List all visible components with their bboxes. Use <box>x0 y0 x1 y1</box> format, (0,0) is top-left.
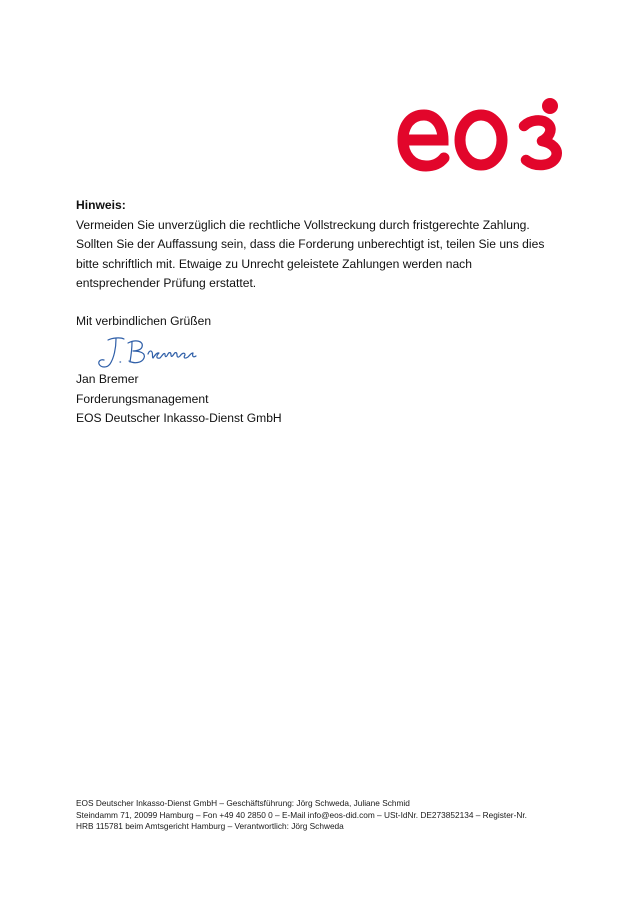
signer-name: Jan Bremer <box>76 372 139 386</box>
handwritten-signature <box>92 334 202 372</box>
notice-heading: Hinweis: <box>76 198 126 212</box>
signer-block <box>76 370 282 429</box>
eos-logo-graphic <box>396 94 568 174</box>
footer-imprint <box>76 798 576 833</box>
notice-section <box>76 196 556 294</box>
signature-graphic <box>92 334 202 372</box>
notice-line-2: Sollten Sie der Auffassung sein, dass die Forderung unberechtigt ist, teilen Sie uns dies bitte schriftlich mit. Etwaige zu Unrecht geleistete Zahlungen werden nach entsprechender Prüfung erstattet. <box>76 237 545 291</box>
eos-logo <box>396 94 568 174</box>
closing-greeting: Mit verbindlichen Grüßen <box>76 314 212 328</box>
signer-department: Forderungsmanagement <box>76 391 209 406</box>
notice-line-1: Vermeiden Sie unverzüglich die rechtliche Vollstreckung durch fristgerechte Zahlung. <box>76 217 530 232</box>
footer-line-1: EOS Deutscher Inkasso-Dienst GmbH – Geschäftsführung: Jörg Schweda, Juliane Schmid <box>76 798 410 808</box>
footer-line-2: Steindamm 71, 20099 Hamburg – Fon +49 40 2850 0 – E-Mail info@eos-did.com – USt-IdNr. DE273852134 – Register-Nr. <box>76 809 527 820</box>
signer-company: EOS Deutscher Inkasso-Dienst GmbH <box>76 411 282 426</box>
footer-line-3: HRB 115781 beim Amtsgericht Hamburg – Verantwortlich: Jörg Schweda <box>76 821 344 832</box>
